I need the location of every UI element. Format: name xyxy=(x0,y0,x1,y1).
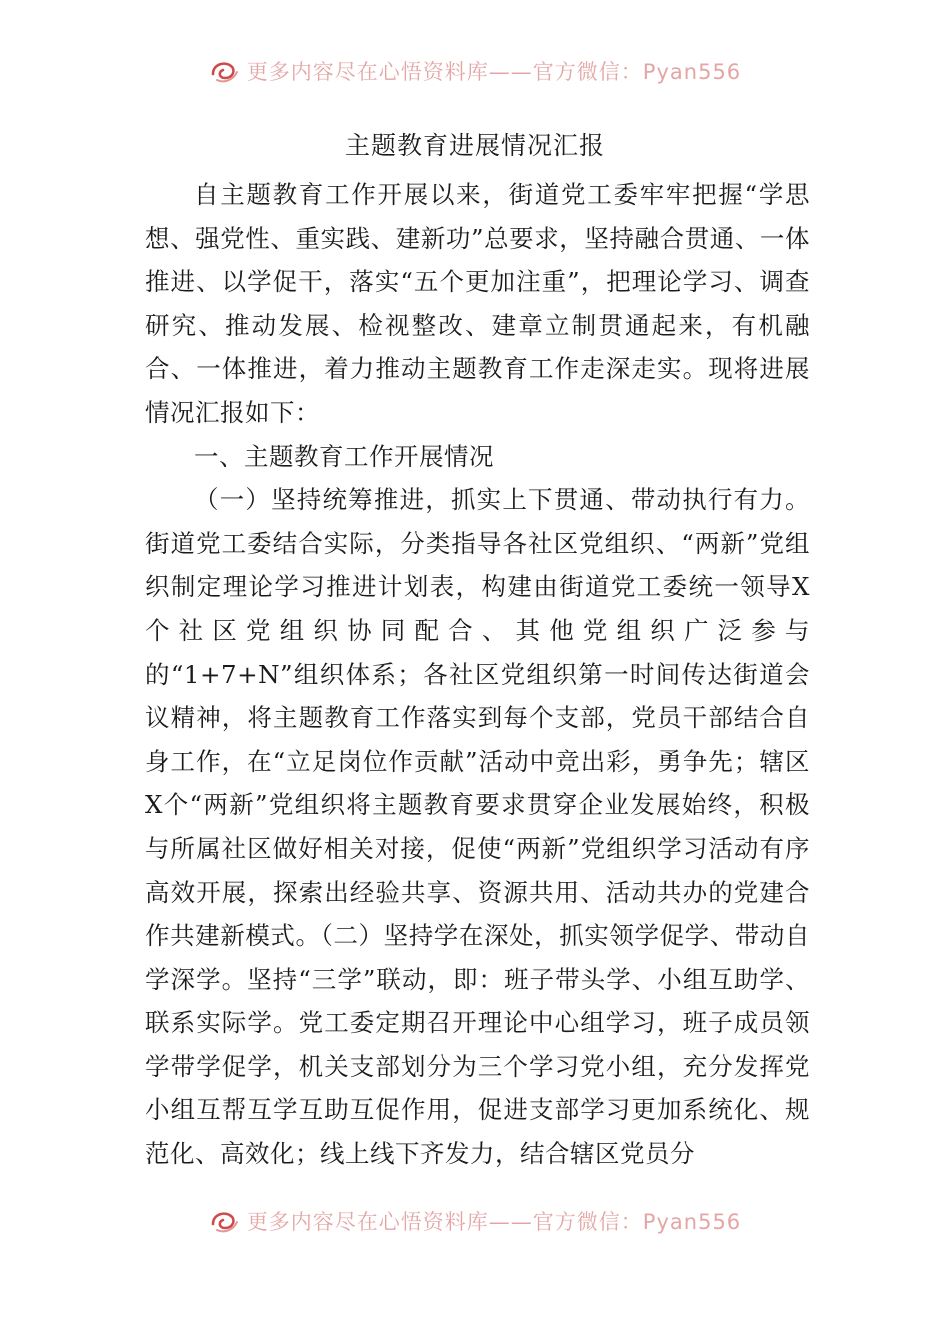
footer-watermark xyxy=(0,1205,950,1237)
swirl-logo-icon xyxy=(209,58,239,84)
section-paragraph: （一）坚持统筹推进，抓实上下贯通、带动执行有力。街道党工委结合实际，分类指导各社区党组织、“两新”党组织制定理论学习推进计划表，构建由街道党工委统一领导X个社区党组织协同配合、其他党组织广泛参与的“1+7+N”组织体系；各社区党组织第一时间传达街道会议精神，将主题教育工作落实到每个支部，党员干部结合自身工作，在“立足岗位作贡献”活动中竞出彩，勇争先；辖区X个“两新”党组织将主题教育要求贯穿企业发展始终，积极与所属社区做好相关对接，促使“两新”党组织学习活动有序高效开展，探索出经验共享、资源共用、活动共办的党建合作共建新模式。（二）坚持学在深处，抓实领学促学、带动自学深学。坚持“三学”联动，即：班子带头学、小组互助学、联系实际学。党工委定期召开理论中心组学习，班子成员领学带学促学，机关支部划分为三个学习党小组，充分发挥党小组互帮互学互助互促作用，促进支部学习更加系统化、规范化、高效化；线上线下齐发力，结合辖区党员分 xyxy=(145,485,810,1169)
document-title: 主题教育进展情况汇报 xyxy=(344,131,605,160)
document-body xyxy=(145,173,810,1176)
watermark-text: 更多内容尽在心悟资料库——官方微信：Pyan556 xyxy=(246,60,742,84)
swirl-logo-icon xyxy=(209,1208,239,1234)
header-watermark xyxy=(0,55,950,87)
watermark-text: 更多内容尽在心悟资料库——官方微信：Pyan556 xyxy=(246,1210,742,1234)
section-heading: 一、主题教育工作开展情况 xyxy=(194,441,494,471)
intro-paragraph: 自主题教育工作开展以来，街道党工委牢牢把握“学思想、强党性、重实践、建新功”总要求，坚持融合贯通、一体推进、以学促干，落实“五个更加注重”，把理论学习、调查研究、推动发展、检视整改、建章立制贯通起来，有机融合、一体推进，着力推动主题教育工作走深走实。现将进展情况汇报如下： xyxy=(145,180,810,427)
